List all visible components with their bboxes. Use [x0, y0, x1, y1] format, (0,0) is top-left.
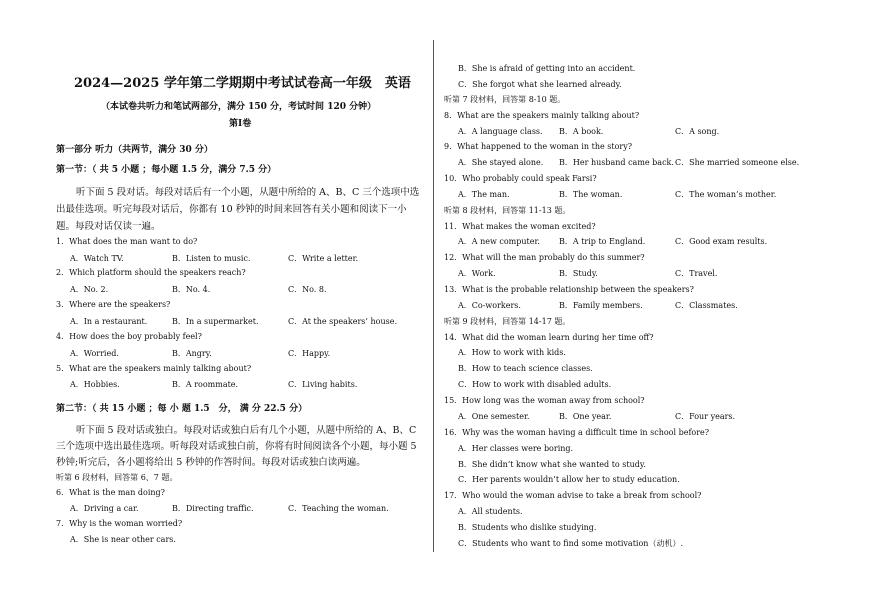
question-text: 5．What are the speakers mainly talking about? — [56, 364, 252, 373]
option-c: C．Happy. — [288, 349, 331, 358]
option-b: B．Students who dislike studying. — [458, 523, 597, 532]
exam-subtitle: （本试卷共听力和笔试两部分，满分 150 分，考试时间 120 分钟） — [101, 102, 377, 112]
option-b: B．Angry. — [172, 349, 212, 358]
option-c: C．A song. — [675, 127, 720, 136]
question-text: 6．What is the man doing? — [56, 488, 165, 497]
option-c: C．Classmates. — [675, 301, 738, 310]
option-c: C．Four years. — [675, 412, 736, 421]
material-label: 听第 6 段材料，回答第 6、7 题。 — [56, 473, 178, 482]
option-b: B．One year. — [559, 412, 612, 421]
option-b: B．Study. — [559, 269, 598, 278]
option-a: A．She is near other cars. — [70, 535, 176, 544]
option-c: C．She married someone else. — [675, 158, 800, 167]
question-text: 16．Why was the woman having a difficult time in school before? — [444, 428, 710, 437]
option-c: C．Write a letter. — [288, 254, 359, 263]
option-b: B．A book. — [559, 127, 604, 136]
section1-instruction-line: 出最佳选项。听完每段对话后，你都有 10 秒钟的时间来回答有关小题和阅读下一小 — [56, 204, 407, 215]
question-text: 10．Who probably could speak Farsi? — [444, 174, 597, 183]
question-text: 8．What are the speakers mainly talking about? — [444, 111, 640, 120]
option-a: A．A new computer. — [458, 237, 540, 246]
question-text: 9．What happened to the woman in the story? — [444, 142, 633, 151]
question-text: 4．How does the boy probably feel? — [56, 332, 202, 341]
option-c: C．Travel. — [675, 269, 718, 278]
option-c: C．Living habits. — [288, 380, 358, 389]
question-text: 15．How long was the woman away from school? — [444, 396, 645, 405]
option-c: C．Students who want to find some motivation（动机）. — [458, 539, 683, 548]
option-a: A．Worried. — [70, 349, 119, 358]
option-a: A．Co-workers. — [458, 301, 521, 310]
option-a: A．In a restaurant. — [70, 317, 148, 326]
option-a: A．She stayed alone. — [458, 158, 544, 167]
option-b: B．Family members. — [559, 301, 643, 310]
option-b: B．In a supermarket. — [172, 317, 259, 326]
option-a: A．How to work with kids. — [458, 348, 566, 357]
option-a: A．Driving a car. — [70, 504, 139, 513]
question-text: 14．What did the woman learn during her time off? — [444, 333, 654, 342]
option-a: A．All students. — [458, 507, 523, 516]
section2-heading: 第二节：（ 共 15 小题 ；每 小 题 1.5 分， 满 分 22.5 分） — [56, 404, 308, 414]
option-b: B．A trip to England. — [559, 237, 646, 246]
option-b: B．The woman. — [559, 190, 623, 199]
option-a: A．Watch TV. — [70, 254, 124, 263]
question-text: 13．What is the probable relationship between the speakers? — [444, 285, 694, 294]
option-b: B．A roommate. — [172, 380, 239, 389]
option-a: A．A language class. — [458, 127, 543, 136]
material-label: 听第 9 段材料，回答第 14-17 题。 — [444, 317, 571, 326]
option-a: A．Her classes were boring. — [458, 444, 574, 453]
section2-instruction-line: 听下面 5 段对话或独白。每段对话或独白后有几个小题，从题中所给的 A、B、C — [76, 425, 417, 436]
option-b: B．Directing traffic. — [172, 504, 254, 513]
exam-title: 2024—2025 学年第二学期期中考试试卷高一年级 英语 — [74, 76, 411, 91]
question-text: 1．What does the man want to do? — [56, 237, 198, 246]
question-text: 11．What makes the woman excited? — [444, 222, 596, 231]
option-b: B．She didn’t know what she wanted to study. — [458, 460, 646, 469]
part1-heading: 第一部分 听力（共两节，满分 30 分） — [56, 145, 213, 155]
option-a: A．No. 2. — [70, 285, 109, 294]
option-c: C．Teaching the woman. — [288, 504, 389, 513]
material-label: 听第 7 段材料，回答第 8-10 题。 — [444, 95, 566, 104]
question-text: 2．Which platform should the speakers reach? — [56, 268, 246, 277]
column-divider — [433, 40, 434, 552]
section2-instruction-line: 秒钟;听完后，各小题将给出 5 秒钟的作答时间。每段对话或独白读两遍。 — [56, 457, 366, 468]
section2-instruction-line: 三个选项中选出最佳选项。听每段对话或独白前，你将有时间阅读各个小题，每小题 5 — [56, 441, 417, 452]
option-c: C．No. 8. — [288, 285, 327, 294]
option-c: C．At the speakers’ house. — [288, 317, 397, 326]
question-text: 7．Why is the woman worried? — [56, 519, 183, 528]
option-a: A．Work. — [458, 269, 496, 278]
option-c: C．Good exam results. — [675, 237, 768, 246]
question-text: 3．Where are the speakers? — [56, 300, 171, 309]
option-c: C．Her parents wouldn’t allow her to study education. — [458, 475, 680, 484]
option-a: A．One semester. — [458, 412, 530, 421]
option-a: A．Hobbies. — [70, 380, 120, 389]
option-c: C．She forgot what she learned already. — [458, 80, 622, 89]
option-b: B．Listen to music. — [172, 254, 251, 263]
section1-heading: 第一节：（ 共 5 小题 ；每小题 1.5 分，满分 7.5 分） — [56, 165, 277, 175]
option-b: B．She is afraid of getting into an accident. — [458, 64, 636, 73]
option-a: A．The man. — [458, 190, 510, 199]
section1-instruction-line: 题。每段对话仅读一遍。 — [56, 221, 161, 232]
option-b: B．Her husband came back. — [559, 158, 674, 167]
volume-label: 第Ⅰ卷 — [229, 119, 252, 129]
option-c: C．How to work with disabled adults. — [458, 380, 612, 389]
option-b: B．No. 4. — [172, 285, 211, 294]
option-c: C．The woman’s mother. — [675, 190, 777, 199]
question-text: 17．Who would the woman advise to take a break from school? — [444, 491, 702, 500]
option-b: B．How to teach science classes. — [458, 364, 593, 373]
section1-instruction-line: 听下面 5 段对话。每段对话后有一个小题，从题中所给的 A、B、C 三个选项中选 — [76, 187, 420, 198]
material-label: 听第 8 段材料，回答第 11-13 题。 — [444, 206, 571, 215]
question-text: 12．What will the man probably do this summer? — [444, 253, 645, 262]
